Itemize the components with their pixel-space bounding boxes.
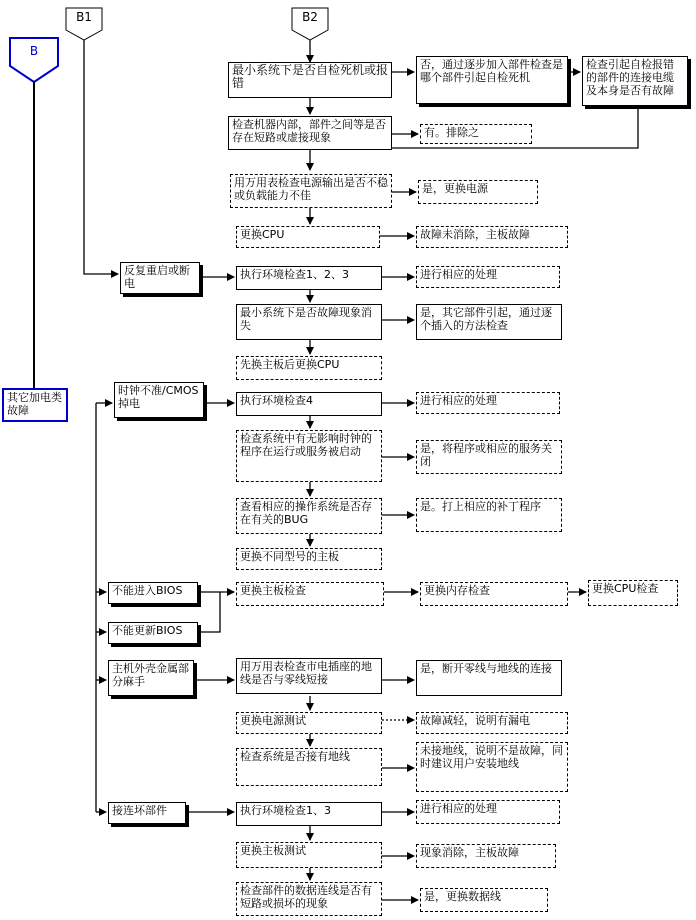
clock-board-replace-box: 更换不同型号的主板	[236, 548, 382, 570]
root-node: 其它加电类故障	[2, 388, 68, 422]
badpart-env-result-box: 进行相应的处理	[416, 800, 560, 824]
connector-b2-label: B2	[302, 10, 318, 24]
restart-category-box: 反复重启或断电	[120, 262, 200, 294]
badpart-cable-check-box: 检查部件的数据连线是否有短路或损坏的现象	[236, 882, 382, 916]
clock-program-result-box: 是，将程序或相应的服务关闭	[416, 440, 562, 474]
shock-psu-test-box: 更换电源测试	[236, 712, 382, 734]
short-check-box: 检查机器内部，部件之间等是否存在短路或虚接现象	[228, 116, 392, 150]
psu-check-box: 用万用表检查电源输出是否不稳或负载能力不佳	[230, 174, 392, 208]
cpu-result-box: 故障未消除，主板故障	[416, 226, 568, 248]
minsys-error-box: 检查引起自检报错的部件的连接电缆及本身是否有故障	[582, 56, 688, 106]
bios-enter-category-box: 不能进入BIOS	[108, 582, 198, 604]
bios-memory-check-box: 更换内存检查	[420, 582, 568, 606]
connector-b1-label: B1	[76, 10, 92, 24]
badpart-category-box: 接连坏部件	[108, 802, 186, 824]
shock-ground-check-box: 检查系统是否接有地线	[236, 748, 382, 786]
clock-os-bug-box: 查看相应的操作系统是否存在有关的BUG	[236, 498, 382, 534]
restart-env-result-box: 进行相应的处理	[416, 266, 560, 288]
shock-ground-result-box: 未接地线，说明不是故障，同时建议用户安装地线	[416, 742, 568, 792]
minsys-check-box: 最小系统下是否自检死机或报错	[228, 62, 392, 98]
connector-b-label: B	[29, 44, 39, 58]
psu-result-box: 是，更换电源	[418, 180, 538, 204]
shock-outlet-result-box: 是，断开零线与地线的连接	[416, 660, 562, 696]
shock-category-box: 主机外壳金属部分麻手	[108, 660, 194, 696]
clock-env-check-box: 执行环境检查4	[236, 392, 382, 416]
bios-cpu-check-box: 更换CPU检查	[588, 580, 678, 606]
bios-board-check-box: 更换主板检查	[236, 582, 384, 606]
badpart-env-check-box: 执行环境检查1、3	[236, 802, 382, 826]
clock-env-result-box: 进行相应的处理	[416, 392, 560, 414]
badpart-board-result-box: 现象消除，主板故障	[416, 844, 556, 868]
clock-category-box: 时钟不准/CMOS掉电	[114, 382, 204, 418]
minsys-no-box: 否，通过逐步加入部件检查是哪个部件引起自检死机	[416, 56, 568, 104]
badpart-cable-result-box: 是，更换数据线	[420, 888, 548, 912]
badpart-board-test-box: 更换主板测试	[236, 842, 382, 868]
cpu-replace-box: 更换CPU	[236, 226, 380, 248]
shock-outlet-check-box: 用万用表检查市电插座的地线是否与零线短接	[236, 658, 382, 694]
clock-program-check-box: 检查系统中有无影响时钟的程序在运行或服务被启动	[236, 430, 382, 482]
restart-minsys-result-box: 是，其它部件引起，通过逐个插入的方法检查	[416, 304, 562, 340]
restart-minsys-box: 最小系统下是否故障现象消失	[236, 304, 382, 340]
restart-env-check-box: 执行环境检查1、2、3	[236, 266, 382, 290]
shock-psu-result-box: 故障减轻，说明有漏电	[416, 712, 568, 734]
restart-board-cpu-box: 先换主板后更换CPU	[236, 356, 382, 380]
short-result-box: 有。排除之	[420, 124, 532, 144]
clock-os-bug-result-box: 是。打上相应的补丁程序	[416, 498, 562, 532]
bios-update-category-box: 不能更新BIOS	[108, 622, 198, 644]
